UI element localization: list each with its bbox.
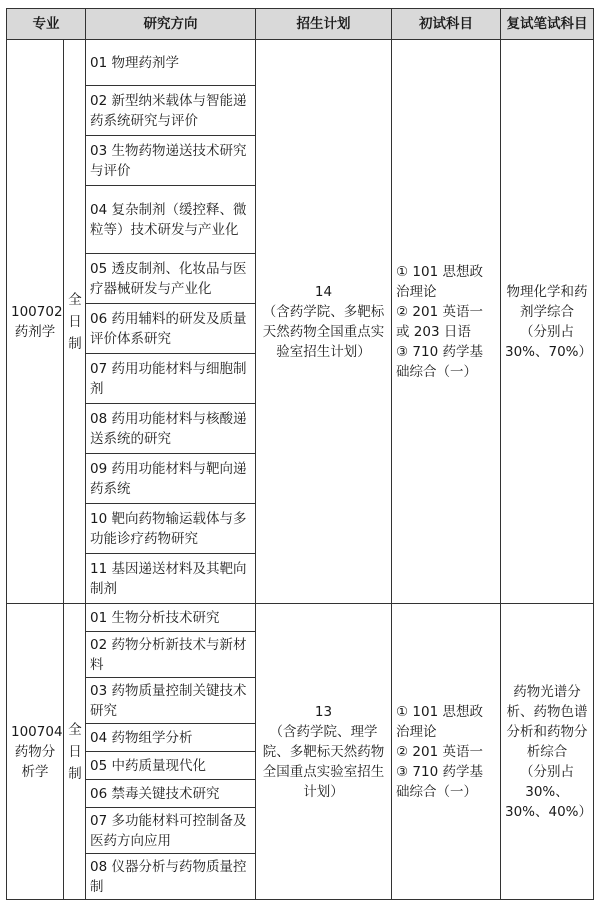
major-code: 100704 xyxy=(11,723,63,740)
header-retest: 复试笔试科目 xyxy=(501,9,594,40)
retest-weight: （分别占 30%、70%） xyxy=(505,323,593,360)
table-row xyxy=(7,40,594,86)
header-direction: 研究方向 xyxy=(86,9,256,40)
direction-item: 05 中药质量现代化 xyxy=(86,752,256,780)
direction-item: 08 药用功能材料与核酸递送系统的研究 xyxy=(86,404,256,454)
major-cell xyxy=(7,604,64,900)
direction-item: 01 物理药剂学 xyxy=(86,40,256,86)
retest-cell xyxy=(501,40,594,604)
prelim-cell xyxy=(392,604,501,900)
major-name: 药剂学 xyxy=(14,323,56,340)
direction-item: 02 药物分析新技术与新材料 xyxy=(86,632,256,678)
header-prelim: 初试科目 xyxy=(392,9,501,40)
direction-item: 03 药物质量控制关键技术研究 xyxy=(86,678,256,724)
direction-item: 08 仪器分析与药物质量控制 xyxy=(86,854,256,900)
direction-item: 02 新型纳米载体与智能递药系统研究与评价 xyxy=(86,86,256,136)
plan-number: 13 xyxy=(314,703,333,720)
direction-item: 04 复杂制剂（缓控释、微粒等）技术研发与产业化 xyxy=(86,186,256,254)
prelim-subject: ① 101 思想政治理论 xyxy=(396,263,483,300)
prelim-subject: ③ 710 药学基础综合（一） xyxy=(396,343,483,380)
direction-item: 07 多功能材料可控制备及医药方向应用 xyxy=(86,808,256,854)
prelim-subject: ② 201 英语一 xyxy=(396,743,483,760)
header-major: 专业 xyxy=(7,9,86,40)
prelim-cell xyxy=(392,40,501,604)
direction-item: 07 药用功能材料与细胞制剂 xyxy=(86,354,256,404)
direction-item: 06 药用辅料的研发及质量评价体系研究 xyxy=(86,304,256,354)
major-name: 药物分析学 xyxy=(14,743,56,780)
direction-item: 09 药用功能材料与靶向递药系统 xyxy=(86,454,256,504)
retest-subject: 物理化学和药剂学综合 xyxy=(506,283,588,320)
plan-number: 14 xyxy=(314,283,333,300)
study-mode: 全日制 xyxy=(64,40,86,604)
plan-cell xyxy=(256,40,392,604)
retest-subject: 药物光谱分析、药物色谱分析和药物分析综合 xyxy=(506,683,588,760)
prelim-subject: ② 201 英语一或 203 日语 xyxy=(396,303,483,340)
study-mode: 全日制 xyxy=(64,604,86,900)
plan-note: （含药学院、多靶标天然药物全国重点实验室招生计划） xyxy=(262,303,385,360)
plan-note: （含药学院、理学院、多靶标天然药物全国重点实验室招生计划） xyxy=(262,723,385,800)
direction-item: 10 靶向药物输运载体与多功能诊疗药物研究 xyxy=(86,504,256,554)
table-row xyxy=(7,604,594,632)
direction-item: 01 生物分析技术研究 xyxy=(86,604,256,632)
prelim-subject: ③ 710 药学基础综合（一） xyxy=(396,763,483,800)
header-plan: 招生计划 xyxy=(256,9,392,40)
major-code: 100702 xyxy=(11,303,63,320)
direction-item: 03 生物药物递送技术研究与评价 xyxy=(86,136,256,186)
major-cell xyxy=(7,40,64,604)
retest-cell xyxy=(501,604,594,900)
retest-weight: （分别占 30%、30%、40%） xyxy=(505,763,593,820)
direction-item: 05 透皮制剂、化妆品与医疗器械研发与产业化 xyxy=(86,254,256,304)
prelim-subject: ① 101 思想政治理论 xyxy=(396,703,483,740)
admissions-table xyxy=(6,8,594,900)
plan-cell xyxy=(256,604,392,900)
direction-item: 11 基因递送材料及其靶向制剂 xyxy=(86,554,256,604)
direction-item: 04 药物组学分析 xyxy=(86,724,256,752)
direction-item: 06 禁毒关键技术研究 xyxy=(86,780,256,808)
header-row xyxy=(7,9,594,40)
